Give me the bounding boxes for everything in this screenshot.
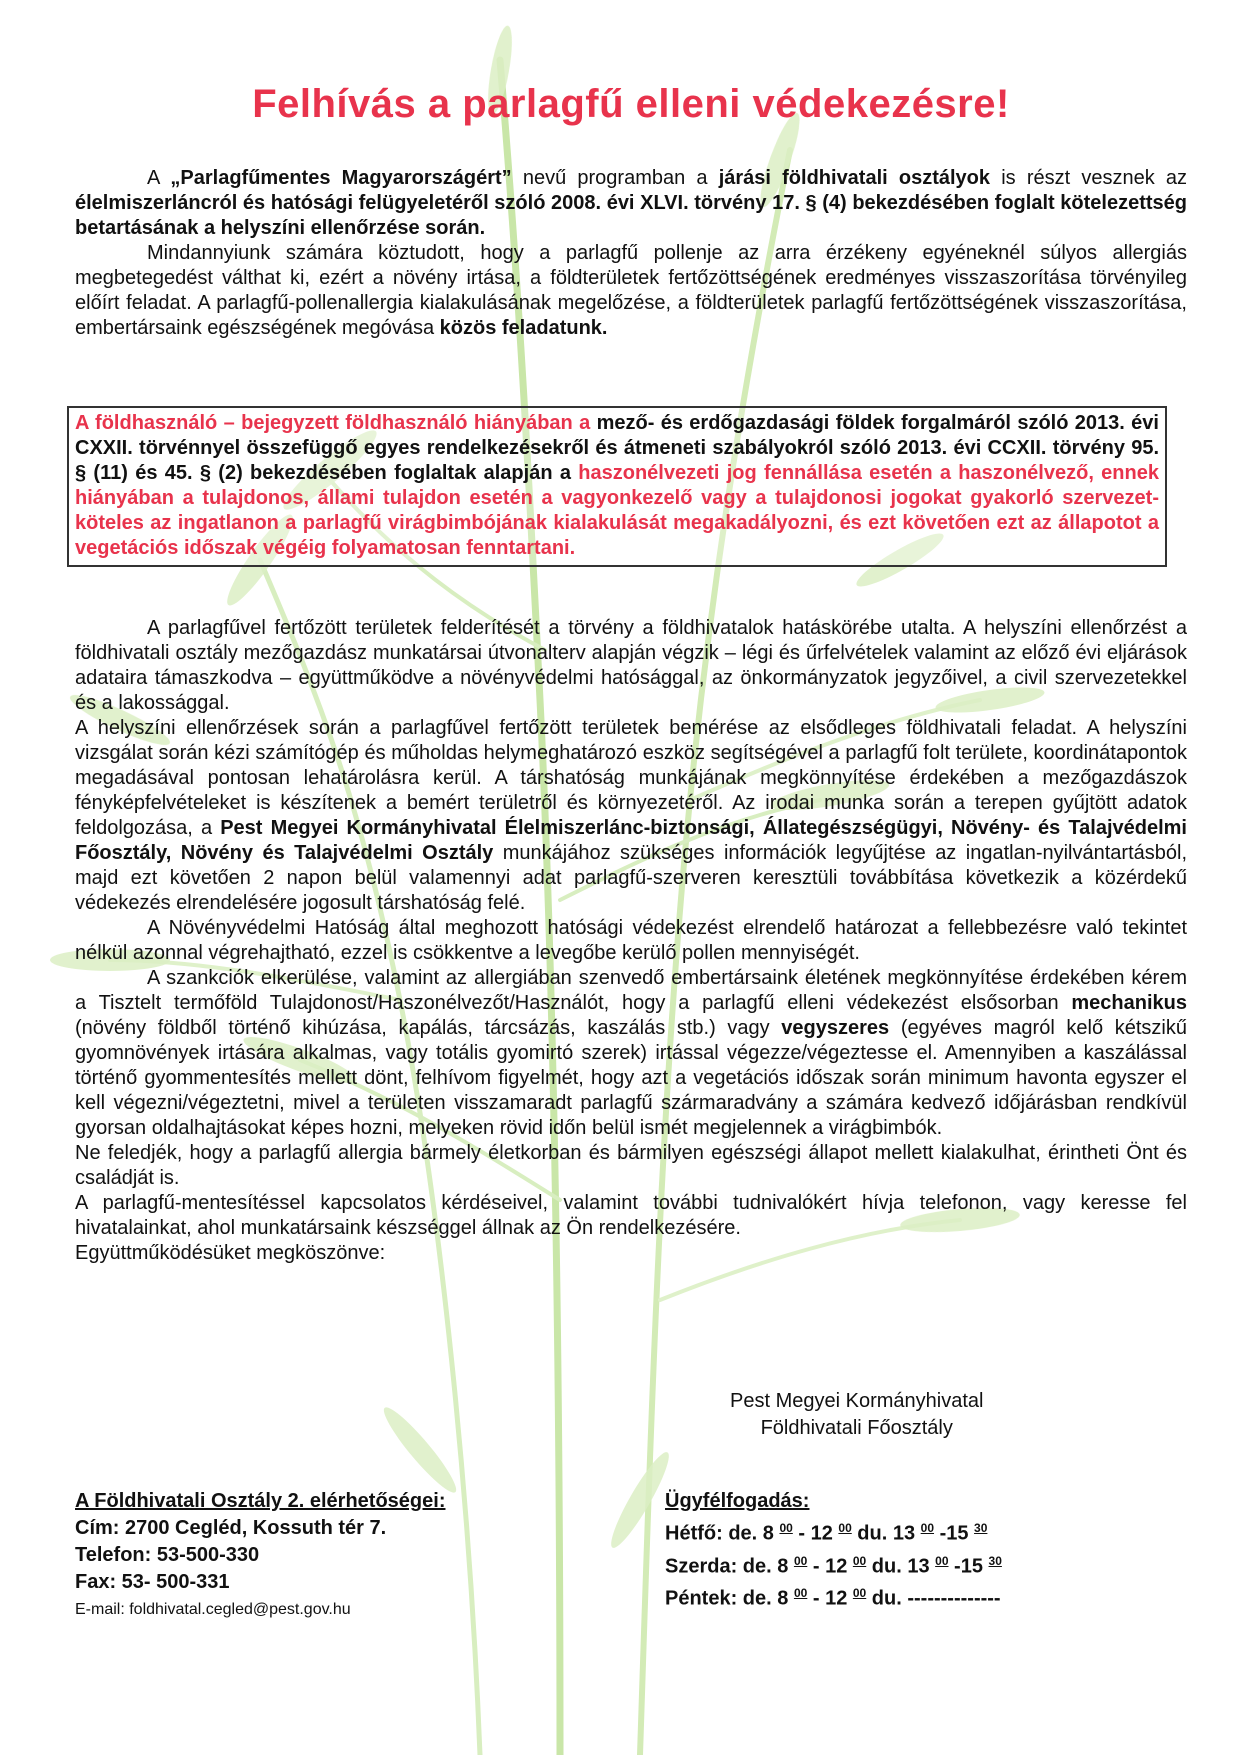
time-text: Péntek: de. 8 bbox=[665, 1587, 794, 1610]
main-body bbox=[75, 616, 1187, 1266]
legal-obligation-box bbox=[67, 406, 1167, 567]
text-run: Ne feledjék, hogy a parlagfű allergia bármely életkorban és bármilyen egészségi állapot mellett kialakulhat, érintheti Önt és családját is. bbox=[75, 1142, 1187, 1189]
body-paragraph bbox=[75, 916, 1187, 966]
text-run: mechanikus bbox=[1071, 992, 1187, 1014]
time-text: -15 bbox=[934, 1522, 975, 1545]
time-minutes: 00 bbox=[935, 1553, 949, 1568]
time-minutes: 00 bbox=[920, 1521, 935, 1535]
text-run: haszonélvezeti jog fennállása esetén a haszonélvező, ennek hiányában a tulajdonos, állami tulajdon esetén a vagyonkezelő vagy a tulajdonosi jogokat gyakorló szervezet- köteles az ingatlanon a parlagfű virágbimbójának kialakulását megakadályozni, és ezt követően ezt az állapotot a vegetációs időszak végéig folyamatosan fenntartani. bbox=[75, 462, 1159, 559]
time-text: du. 13 bbox=[851, 1522, 921, 1545]
time-minutes: 30 bbox=[974, 1521, 988, 1535]
text-run: munkájához szükséges információk legyűjtése az ingatlan-nyilvántartásból, majd ezt követően 2 napon belül valamennyi adat parlagfű-szerveren keresztüli továbbítása következik a közérdekű védekezés elrendelésére jogosult társhatóság felé. bbox=[75, 842, 1187, 914]
contact-fax: Fax: 53- 500-331 bbox=[75, 1571, 230, 1593]
text-run: A helyszíni ellenőrzések során a parlagfűvel fertőzött területek bemérése az elsődleges földhivatali feladat. A helyszíni vizsgálat során kézi számítógép és műholdas helymeghatározó eszköz segítségével a parlagfű folt területe, koordinátapontok megadásával pontosan lehatárolásra kerül. A társhatóság munkájának megkönnyítése érdekében a mezőgazdászok fényképfelvételeket is készítenek a bemért területről és környezetéről. Az irodai munka során a terepen gyűjtött adatok feldolgozása, a bbox=[75, 717, 1187, 839]
time-minutes: 00 bbox=[852, 1586, 867, 1601]
intro-paragraph-2 bbox=[75, 241, 1187, 341]
time-minutes: 30 bbox=[988, 1553, 1002, 1568]
time-text: - 12 bbox=[807, 1587, 853, 1610]
time-text: - 12 bbox=[792, 1522, 839, 1545]
contact-phone: Telefon: 53-500-330 bbox=[75, 1544, 260, 1566]
text-run: járási földhivatali osztályok bbox=[718, 167, 991, 189]
time-minutes: 00 bbox=[793, 1586, 808, 1601]
time-text: du. 13 bbox=[866, 1555, 936, 1578]
text-run: élelmiszerláncról és hatósági felügyeletéről szóló 2008. évi XLVI. törvény 17. § (4) bekezdésében foglalt kötelezettség betartásának a helyszíni ellenőrzése során. bbox=[75, 192, 1187, 239]
text-run: mező- és erdőgazdasági földek forgalmáról szóló 2013. évi CXXII. törvénnyel összefüggő egyes rendelkezésekről és átmeneti szabályokról szóló 2013. évi CCXII. törvény 95. § (11) és 45. § (2) bekezdésében foglaltak alapján a bbox=[75, 412, 1159, 484]
legal-obligation-text bbox=[75, 411, 1159, 561]
intro-paragraph-1 bbox=[75, 166, 1187, 241]
text-run: A Növényvédelmi Hatóság által meghozott hatósági védekezést elrendelő határozat a fellebbezésre való tekintet nélkül azonnal végrehajtható, ezzel is csökkentve a levegőbe kerülő pollen mennyiségét. bbox=[75, 917, 1187, 964]
body-paragraph bbox=[75, 1191, 1187, 1241]
time-minutes: 00 bbox=[852, 1553, 867, 1568]
text-run: A bbox=[147, 167, 171, 189]
text-run: „Parlagfűmentes Magyarországért” bbox=[170, 167, 512, 189]
office-hours-block bbox=[665, 1488, 1002, 1613]
time-minutes: 00 bbox=[779, 1521, 793, 1535]
intro-section bbox=[75, 166, 1187, 341]
time-text: Hétfő: de. 8 bbox=[665, 1522, 780, 1545]
office-hours-row bbox=[665, 1580, 1002, 1613]
contacts-title: A Földhivatali Osztály 2. elérhetőségei: bbox=[75, 1490, 446, 1512]
time-minutes: 00 bbox=[838, 1521, 852, 1535]
time-minutes: 00 bbox=[793, 1553, 808, 1568]
text-run: A szankciók elkerülése, valamint az allergiában szenvedő embertársaink életének megkönnyítése érdekében kérem a Tisztelt termőföld Tulajdonost/Haszonélvezőt/Használót, hogy a parlagfű elleni védekezést elsősorban bbox=[75, 967, 1187, 1014]
time-text: -15 bbox=[948, 1555, 989, 1578]
text-run: A parlagfű-mentesítéssel kapcsolatos kérdéseivel, valamint további tudnivalókért hívja telefonon, vagy keresse fel hivatalainkat, ahol munkatársaink készséggel állnak az Ön rendelkezésére. bbox=[75, 1192, 1187, 1239]
office-hours-title: Ügyfélfogadás: bbox=[665, 1490, 810, 1512]
body-paragraph bbox=[75, 1241, 1187, 1266]
body-paragraph bbox=[75, 1141, 1187, 1191]
time-text: - 12 bbox=[807, 1555, 853, 1578]
text-run: nevű programban a bbox=[511, 167, 719, 189]
text-run: vegyszeres bbox=[781, 1017, 890, 1039]
body-paragraph bbox=[75, 966, 1187, 1141]
document-title: Felhívás a parlagfű elleni védekezésre! bbox=[252, 82, 1010, 126]
text-run: is részt vesznek az bbox=[990, 167, 1187, 189]
contact-email: E-mail: foldhivatal.cegled@pest.gov.hu bbox=[75, 1601, 351, 1618]
text-run: (növény földből történő kihúzása, kapálás, tárcsázás, kaszálás stb.) vagy bbox=[75, 1017, 782, 1039]
time-text: Szerda: de. 8 bbox=[665, 1555, 794, 1578]
text-run: közös feladatunk. bbox=[439, 317, 608, 339]
office-hours-row bbox=[665, 1548, 1002, 1581]
office-hours-row bbox=[665, 1515, 1002, 1548]
text-run: (egyéves magról kelő kétszikű gyomnövények irtására alkalmas, vagy totális gyomirtó szerek) irtással végezze/végeztesse el. Amennyiben a kaszálással történő gyommentesítés mellett dönt, felhívom figyelmét, hogy azt a vegetációs időszak során minimum havonta egyszer el kell végezni/végeztetni, mivel a területen visszamaradt parlagfű szármaradvány a számára kedvező időjárásban rendkívül gyorsan oldalhajtásokat képes hozni, melyeken rövid időn belül ismét megjelennek a virágbimbók. bbox=[75, 1017, 1187, 1139]
text-run: A parlagfűvel fertőzött területek felderítését a törvény a földhivatalok hatáskörébe utalta. A helyszíni ellenőrzést a földhivatali osztály mezőgazdász munkatársai útvonalterv alapján végzik – légi és űrfelvételek valamint az előző évi eljárások adataira támaszkodva – együttműködve a növényvédelmi hatósággal, az önkormányzatok jegyzőivel, a civil szervezetekkel és a lakossággal. bbox=[75, 617, 1187, 714]
text-run: A földhasználó – bejegyzett földhasználó hiányában a bbox=[75, 412, 597, 434]
time-text: du. -------------- bbox=[866, 1587, 1001, 1610]
text-run: Mindannyiunk számára köztudott, hogy a parlagfű pollenje az arra érzékeny egyéneknél súlyos allergiás megbetegedést válthat ki, ezért a növény irtása, a földterületek fertőzöttségének eredményes visszaszorítása törvényileg előírt feladat. A parlagfű-pollenallergia kialakulásának megelőzése, a földterületek parlagfű fertőzöttségének visszaszorítása, embertársaink egészségének megóvása bbox=[75, 242, 1187, 339]
body-paragraph bbox=[75, 616, 1187, 716]
text-run: Pest Megyei Kormányhivatal Élelmiszerlánc-biztonsági, Állategészségügyi, Növény- és Talajvédelmi Főosztály, Növény és Talajvédelmi Osztály bbox=[75, 817, 1187, 864]
body-paragraph bbox=[75, 716, 1187, 916]
contacts-block bbox=[75, 1488, 445, 1623]
signature-line-1: Pest Megyei Kormányhivatal bbox=[730, 1390, 984, 1412]
signature-line-2: Földhivatali Főosztály bbox=[760, 1417, 953, 1439]
signature-block bbox=[730, 1388, 983, 1442]
text-run: Együttműködésüket megköszönve: bbox=[75, 1242, 386, 1264]
contact-address: Cím: 2700 Cegléd, Kossuth tér 7. bbox=[75, 1517, 387, 1539]
